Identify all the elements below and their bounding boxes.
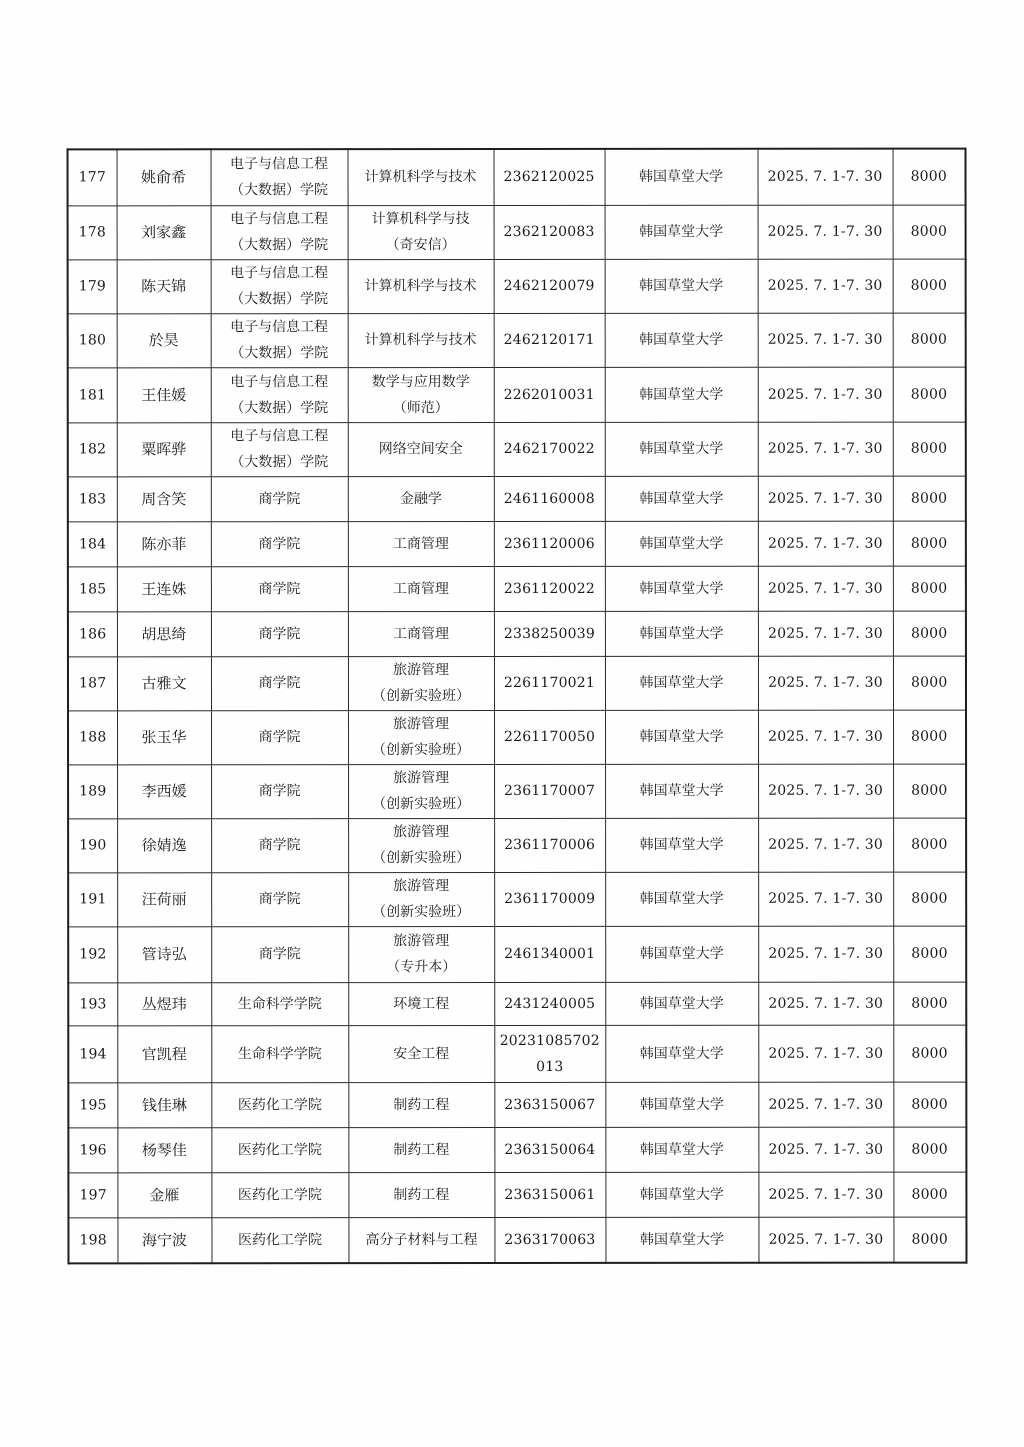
student-id-line: 2431240005 xyxy=(504,995,596,1012)
amount-cell: 8000 xyxy=(893,422,966,476)
college-cell xyxy=(211,521,348,566)
exchange-period-cell: 2025. 7. 1-7. 30 xyxy=(758,818,893,872)
student-name-cell: 陈天锦 xyxy=(117,259,211,313)
host-university-cell: 韩国草堂大学 xyxy=(605,656,758,710)
college-cell xyxy=(211,566,348,611)
student-name-cell: 金雁 xyxy=(117,1172,211,1217)
host-university-cell: 韩国草堂大学 xyxy=(605,313,758,367)
amount-cell: 8000 xyxy=(893,521,966,566)
table-row xyxy=(68,656,966,711)
major-cell xyxy=(348,710,494,764)
college-line: 电子与信息工程 xyxy=(230,373,329,390)
exchange-period-cell: 2025. 7. 1-7. 30 xyxy=(758,1025,893,1082)
college-cell xyxy=(211,149,348,205)
row-number-cell: 180 xyxy=(68,313,117,367)
student-name-cell: 丛煜玮 xyxy=(117,982,211,1025)
exchange-period-cell: 2025. 7. 1-7. 30 xyxy=(758,367,893,422)
row-number-cell: 186 xyxy=(68,611,117,656)
exchange-period-cell: 2025. 7. 1-7. 30 xyxy=(758,1127,893,1172)
student-id-line: 2361120006 xyxy=(503,535,595,552)
college-line: 电子与信息工程 xyxy=(230,156,329,173)
major-line: 计算机科学与技术 xyxy=(364,332,477,349)
amount-cell: 8000 xyxy=(893,259,966,313)
student-name-cell: 陈亦菲 xyxy=(117,521,211,566)
exchange-period-cell: 2025. 7. 1-7. 30 xyxy=(758,764,893,818)
exchange-period-cell: 2025. 7. 1-7. 30 xyxy=(758,521,893,566)
student-name-cell: 周含笑 xyxy=(117,476,211,521)
college-line: （大数据）学院 xyxy=(230,291,329,308)
row-number-cell: 188 xyxy=(68,710,117,764)
amount-cell: 8000 xyxy=(893,566,966,611)
student-name-cell: 粟晖骅 xyxy=(117,422,211,476)
major-cell xyxy=(348,566,494,611)
college-line: 医药化工学院 xyxy=(237,1141,322,1158)
college-line: 商学院 xyxy=(258,675,301,692)
student-id-cell xyxy=(494,710,605,764)
table-row xyxy=(68,422,966,477)
amount-cell: 8000 xyxy=(893,1025,966,1082)
table-row xyxy=(68,1025,966,1083)
exchange-period-cell: 2025. 7. 1-7. 30 xyxy=(758,1172,893,1217)
row-number-cell: 185 xyxy=(68,566,117,611)
amount-cell: 8000 xyxy=(893,313,966,367)
student-id-cell xyxy=(494,1217,605,1263)
table-row xyxy=(68,764,966,819)
college-line: 生命科学学院 xyxy=(237,1045,322,1062)
student-id-cell xyxy=(494,1127,605,1172)
student-id-cell xyxy=(494,872,605,926)
amount-cell: 8000 xyxy=(893,926,966,982)
host-university-cell: 韩国草堂大学 xyxy=(605,710,758,764)
table-row xyxy=(68,1172,966,1218)
college-cell xyxy=(211,1127,348,1172)
student-id-line: 2361120022 xyxy=(503,580,595,597)
major-cell xyxy=(348,205,494,259)
host-university-cell: 韩国草堂大学 xyxy=(605,259,758,313)
college-line: （大数据）学院 xyxy=(230,237,329,254)
row-number-cell: 198 xyxy=(68,1217,117,1263)
major-line: 工商管理 xyxy=(392,625,449,642)
row-number-cell: 197 xyxy=(68,1172,117,1217)
major-line: （创新实验班） xyxy=(372,796,471,813)
row-number-cell: 191 xyxy=(68,872,117,926)
student-id-line: 2362120025 xyxy=(503,169,595,186)
student-id-cell xyxy=(494,566,605,611)
major-line: 旅游管理 xyxy=(393,878,450,895)
college-cell xyxy=(211,367,348,422)
college-cell xyxy=(211,313,348,367)
exchange-period-cell: 2025. 7. 1-7. 30 xyxy=(758,611,893,656)
exchange-period-cell: 2025. 7. 1-7. 30 xyxy=(758,259,893,313)
college-line: （大数据）学院 xyxy=(230,182,329,199)
college-line: 医药化工学院 xyxy=(237,1231,322,1248)
college-cell xyxy=(211,764,348,818)
amount-cell: 8000 xyxy=(893,872,966,926)
host-university-cell: 韩国草堂大学 xyxy=(605,1025,758,1082)
student-name-cell: 钱佳琳 xyxy=(117,1082,211,1127)
student-name-cell: 管诗弘 xyxy=(117,926,211,982)
college-line: 商学院 xyxy=(258,946,301,963)
college-cell xyxy=(211,476,348,521)
exchange-period-cell: 2025. 7. 1-7. 30 xyxy=(758,313,893,367)
student-id-line: 2262010031 xyxy=(503,386,595,403)
host-university-cell: 韩国草堂大学 xyxy=(605,521,758,566)
college-line: （大数据）学院 xyxy=(230,399,329,416)
student-id-line: 2261170021 xyxy=(503,674,596,692)
row-number-cell: 181 xyxy=(68,367,117,422)
major-line: （师范） xyxy=(392,399,449,416)
major-line: 旅游管理 xyxy=(392,662,449,679)
major-line: 旅游管理 xyxy=(393,770,450,787)
major-line: 旅游管理 xyxy=(393,716,450,733)
college-line: 商学院 xyxy=(258,891,301,908)
amount-cell: 8000 xyxy=(893,818,966,872)
table-row xyxy=(68,149,966,206)
college-cell xyxy=(211,1082,348,1127)
row-number-cell: 192 xyxy=(68,926,117,982)
table-row xyxy=(68,476,966,522)
student-name-cell: 汪荷丽 xyxy=(117,872,211,926)
host-university-cell: 韩国草堂大学 xyxy=(605,872,758,926)
college-line: 电子与信息工程 xyxy=(230,265,329,282)
major-line: （奇安信） xyxy=(385,237,456,254)
student-id-line: 20231085702 xyxy=(499,1032,600,1049)
major-cell xyxy=(348,1127,494,1172)
major-cell xyxy=(348,926,494,982)
college-cell xyxy=(211,656,348,710)
host-university-cell: 韩国草堂大学 xyxy=(605,149,758,205)
table-row xyxy=(68,521,966,567)
major-line: （创新实验班） xyxy=(372,904,471,921)
row-number-cell: 177 xyxy=(68,149,117,205)
student-id-cell xyxy=(494,656,605,710)
college-cell xyxy=(211,926,348,982)
student-name-cell: 王连姝 xyxy=(117,566,211,611)
college-cell xyxy=(211,818,348,872)
table-row xyxy=(68,259,966,314)
college-line: 电子与信息工程 xyxy=(230,428,329,445)
exchange-period-cell: 2025. 7. 1-7. 30 xyxy=(758,476,893,521)
student-id-cell xyxy=(494,1025,605,1082)
table-row xyxy=(68,313,966,368)
amount-cell: 8000 xyxy=(893,1217,966,1263)
college-line: 商学院 xyxy=(258,625,301,642)
host-university-cell: 韩国草堂大学 xyxy=(605,764,758,818)
amount-cell: 8000 xyxy=(893,1127,966,1172)
exchange-period-cell: 2025. 7. 1-7. 30 xyxy=(758,982,893,1025)
major-line: （专升本） xyxy=(386,959,457,976)
exchange-period-cell: 2025. 7. 1-7. 30 xyxy=(758,422,893,476)
row-number-cell: 193 xyxy=(68,982,117,1025)
major-line: 旅游管理 xyxy=(393,933,450,950)
student-name-cell: 胡思绮 xyxy=(117,611,211,656)
row-number-cell: 189 xyxy=(68,764,117,818)
college-cell xyxy=(211,982,348,1025)
host-university-cell: 韩国草堂大学 xyxy=(605,422,758,476)
major-line: 数学与应用数学 xyxy=(371,373,470,390)
host-university-cell: 韩国草堂大学 xyxy=(605,818,758,872)
student-id-cell xyxy=(494,1082,605,1127)
table-row xyxy=(68,710,966,765)
major-line: 计算机科学与技术 xyxy=(364,169,477,186)
college-line: 电子与信息工程 xyxy=(230,211,329,228)
exchange-period-cell: 2025. 7. 1-7. 30 xyxy=(758,710,893,764)
student-id-cell xyxy=(494,521,605,566)
host-university-cell: 韩国草堂大学 xyxy=(605,1082,758,1127)
student-id-line: 2462120171 xyxy=(503,331,595,349)
college-cell xyxy=(211,1217,348,1263)
amount-cell: 8000 xyxy=(893,764,966,818)
major-cell xyxy=(348,149,494,205)
amount-cell: 8000 xyxy=(893,205,966,259)
student-name-cell: 官凯程 xyxy=(117,1025,211,1082)
college-cell xyxy=(211,872,348,926)
table-row xyxy=(68,367,966,423)
college-line: 商学院 xyxy=(258,580,301,597)
major-line: 工商管理 xyxy=(392,535,449,552)
student-name-cell: 王佳媛 xyxy=(117,367,211,422)
college-cell xyxy=(211,1025,348,1082)
row-number-cell: 183 xyxy=(68,476,117,521)
student-name-cell: 刘家鑫 xyxy=(117,205,211,259)
exchange-period-cell: 2025. 7. 1-7. 30 xyxy=(758,566,893,611)
college-line: 商学院 xyxy=(258,535,301,552)
major-line: 旅游管理 xyxy=(393,824,450,841)
exchange-period-cell: 2025. 7. 1-7. 30 xyxy=(758,656,893,710)
college-line: 电子与信息工程 xyxy=(230,319,329,336)
major-line: 计算机科学与技 xyxy=(371,211,470,228)
major-cell xyxy=(348,982,494,1025)
student-id-line: 2261170050 xyxy=(503,728,596,746)
major-cell xyxy=(348,521,494,566)
table-row xyxy=(68,566,966,612)
amount-cell: 8000 xyxy=(893,1172,966,1217)
row-number-cell: 194 xyxy=(68,1025,117,1082)
major-cell xyxy=(348,422,494,476)
table-body xyxy=(68,149,967,1264)
student-id-line: 2338250039 xyxy=(503,625,595,642)
college-line: 商学院 xyxy=(258,783,301,800)
student-id-line: 2361170009 xyxy=(504,890,596,908)
exchange-period-cell: 2025. 7. 1-7. 30 xyxy=(758,1217,893,1263)
student-id-line: 2462120079 xyxy=(503,277,595,295)
student-id-cell xyxy=(494,367,605,422)
major-cell xyxy=(348,1172,494,1217)
row-number-cell: 179 xyxy=(68,259,117,313)
table-row xyxy=(68,1217,966,1264)
amount-cell: 8000 xyxy=(893,149,966,205)
college-line: （大数据）学院 xyxy=(230,345,329,362)
amount-cell: 8000 xyxy=(893,611,966,656)
row-number-cell: 195 xyxy=(68,1082,117,1127)
exchange-period-cell: 2025. 7. 1-7. 30 xyxy=(758,205,893,259)
major-line: 工商管理 xyxy=(392,580,449,597)
student-name-cell: 李西媛 xyxy=(117,764,211,818)
student-id-cell xyxy=(494,476,605,521)
student-id-line: 2363150064 xyxy=(504,1141,596,1158)
host-university-cell: 韩国草堂大学 xyxy=(605,926,758,982)
major-cell xyxy=(348,1025,494,1082)
host-university-cell: 韩国草堂大学 xyxy=(605,1127,758,1172)
college-line: 生命科学学院 xyxy=(237,995,322,1012)
student-id-cell xyxy=(494,926,605,982)
student-id-line: 2462170022 xyxy=(503,440,595,458)
row-number-cell: 190 xyxy=(68,818,117,872)
major-cell xyxy=(348,872,494,926)
student-name-cell: 古雅文 xyxy=(117,656,211,710)
row-number-cell: 184 xyxy=(68,521,117,566)
amount-cell: 8000 xyxy=(893,367,966,422)
student-name-cell: 杨琴佳 xyxy=(117,1127,211,1172)
major-line: （创新实验班） xyxy=(371,688,470,705)
college-cell xyxy=(211,205,348,259)
student-id-cell xyxy=(494,982,605,1025)
student-exchange-table xyxy=(67,148,968,1265)
major-cell xyxy=(348,764,494,818)
major-line: 金融学 xyxy=(399,490,442,507)
student-id-line: 2361170007 xyxy=(504,782,596,800)
student-id-cell xyxy=(494,205,605,259)
exchange-period-cell: 2025. 7. 1-7. 30 xyxy=(758,872,893,926)
host-university-cell: 韩国草堂大学 xyxy=(605,367,758,422)
student-id-cell xyxy=(494,259,605,313)
college-cell xyxy=(211,259,348,313)
row-number-cell: 178 xyxy=(68,205,117,259)
exchange-period-cell: 2025. 7. 1-7. 30 xyxy=(758,926,893,982)
student-id-line: 2461160008 xyxy=(503,490,595,507)
major-cell xyxy=(348,1082,494,1127)
college-cell xyxy=(211,611,348,656)
amount-cell: 8000 xyxy=(893,476,966,521)
major-line: 制药工程 xyxy=(393,1141,450,1158)
student-id-cell xyxy=(494,764,605,818)
major-line: 环境工程 xyxy=(393,995,450,1012)
college-cell xyxy=(211,422,348,476)
table-row xyxy=(68,926,966,983)
student-id-cell xyxy=(494,611,605,656)
major-cell xyxy=(348,313,494,367)
host-university-cell: 韩国草堂大学 xyxy=(605,205,758,259)
table-row xyxy=(68,818,966,873)
amount-cell: 8000 xyxy=(893,982,966,1025)
college-line: 商学院 xyxy=(258,837,301,854)
table-row xyxy=(68,872,966,927)
table-row xyxy=(68,1127,966,1173)
table-row xyxy=(68,611,966,657)
major-line: 安全工程 xyxy=(393,1045,450,1062)
major-cell xyxy=(348,656,494,710)
student-id-line: 2363150061 xyxy=(504,1186,596,1203)
row-number-cell: 182 xyxy=(68,422,117,476)
major-cell xyxy=(348,611,494,656)
host-university-cell: 韩国草堂大学 xyxy=(605,982,758,1025)
major-line: 制药工程 xyxy=(393,1096,450,1113)
student-id-line: 2361170006 xyxy=(504,836,596,854)
major-cell xyxy=(348,367,494,422)
major-line: 高分子材料与工程 xyxy=(365,1231,478,1248)
student-id-cell xyxy=(494,1172,605,1217)
student-name-cell: 姚俞希 xyxy=(117,149,211,205)
host-university-cell: 韩国草堂大学 xyxy=(605,566,758,611)
student-name-cell: 徐婧逸 xyxy=(117,818,211,872)
major-cell xyxy=(348,818,494,872)
amount-cell: 8000 xyxy=(893,1082,966,1127)
major-line: （创新实验班） xyxy=(372,742,471,759)
exchange-period-cell: 2025. 7. 1-7. 30 xyxy=(758,1082,893,1127)
student-id-cell xyxy=(494,149,605,205)
student-id-line: 2362120083 xyxy=(503,223,595,241)
row-number-cell: 187 xyxy=(68,656,117,710)
student-id-cell xyxy=(494,818,605,872)
major-cell xyxy=(348,1217,494,1263)
student-name-cell: 张玉华 xyxy=(117,710,211,764)
major-cell xyxy=(348,259,494,313)
college-cell xyxy=(211,710,348,764)
major-line: 网络空间安全 xyxy=(378,441,463,458)
host-university-cell: 韩国草堂大学 xyxy=(605,611,758,656)
amount-cell: 8000 xyxy=(893,656,966,710)
table-row xyxy=(68,982,966,1026)
row-number-cell: 196 xyxy=(68,1127,117,1172)
major-line: 计算机科学与技术 xyxy=(364,278,477,295)
college-line: 商学院 xyxy=(258,729,301,746)
major-line: 制药工程 xyxy=(393,1186,450,1203)
major-line: （创新实验班） xyxy=(372,850,471,867)
table-row xyxy=(68,205,966,260)
college-line: 医药化工学院 xyxy=(237,1096,322,1113)
student-id-cell xyxy=(494,313,605,367)
host-university-cell: 韩国草堂大学 xyxy=(605,1172,758,1217)
college-line: （大数据）学院 xyxy=(230,454,329,471)
student-id-line: 2363150067 xyxy=(504,1096,596,1113)
student-id-line: 2363170063 xyxy=(504,1231,596,1248)
student-id-line: 013 xyxy=(536,1058,564,1075)
host-university-cell: 韩国草堂大学 xyxy=(605,476,758,521)
student-id-line: 2461340001 xyxy=(504,945,596,963)
host-university-cell: 韩国草堂大学 xyxy=(605,1217,758,1263)
major-cell xyxy=(348,476,494,521)
student-name-cell: 海宁波 xyxy=(117,1217,211,1263)
college-cell xyxy=(211,1172,348,1217)
student-name-cell: 於昊 xyxy=(117,313,211,367)
student-id-cell xyxy=(494,422,605,476)
amount-cell: 8000 xyxy=(893,710,966,764)
exchange-period-cell: 2025. 7. 1-7. 30 xyxy=(758,149,893,205)
college-line: 医药化工学院 xyxy=(237,1186,322,1203)
table-row xyxy=(68,1082,966,1128)
college-line: 商学院 xyxy=(258,490,301,507)
